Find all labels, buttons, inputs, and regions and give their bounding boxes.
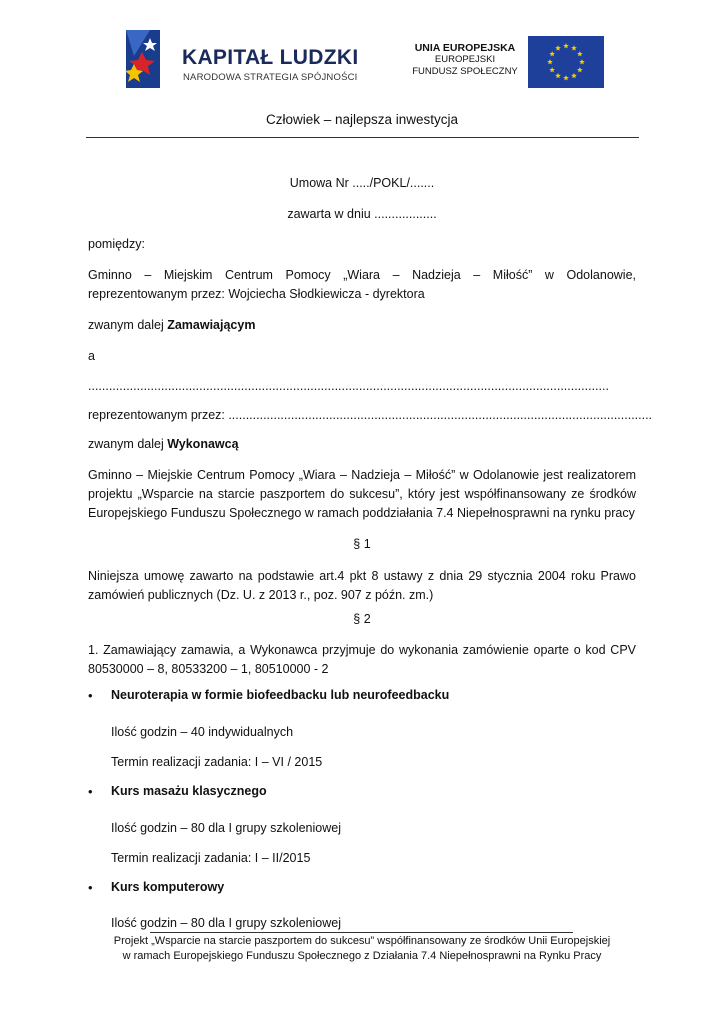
- and-label: a: [88, 349, 95, 363]
- item-term: Termin realizacji zadania: I – VI / 2015: [111, 755, 323, 769]
- bullet-icon: •: [88, 784, 93, 799]
- contract-date: zawarta w dniu ..................: [287, 207, 437, 221]
- party-one-paragraph: Gminno – Miejskim Centrum Pomocy „Wiara – Nadzieja – Miłość” w Odolanowie, reprezentowanym przez: Wojciecha Słodkiewicza - dyrektora: [88, 268, 636, 301]
- item-hours: Ilość godzin – 40 indywidualnych: [111, 725, 294, 739]
- contract-number: Umowa Nr ...../POKL/.......: [289, 176, 435, 190]
- orderer-line: [88, 318, 255, 332]
- eu-social-fund-label: FUNDUSZ SPOŁECZNY: [412, 66, 518, 77]
- section-1-paragraph: Niniejsza umowę zawarto na podstawie art.4 pkt 8 ustawy z dnia 29 stycznia 2004 roku Prawo zamówień publicznych (Dz. U. z 2013 r., poz. 907 z późn. zm.): [88, 569, 636, 602]
- kapital-ludzki-logo: [120, 26, 365, 96]
- kapital-ludzki-emblem-icon: [120, 26, 168, 92]
- eu-flag-icon: [528, 36, 604, 88]
- called-prefix: zwanym dalej: [88, 318, 168, 332]
- motto: Człowiek – najlepsza inwestycja: [265, 112, 459, 127]
- contractor-name-blank: ......................................................................................................................................................: [88, 379, 609, 393]
- item-hours: Ilość godzin – 80 dla I grupy szkoleniowej: [111, 916, 341, 930]
- footer-line-1: Projekt „Wsparcie na starcie paszportem do sukcesu” współfinansowany ze środków Unii Europejskiej: [113, 935, 611, 947]
- footer-line-2: w ramach Europejskiego Funduszu Społecznego z Działania 7.4 Niepełnosprawni na Rynku Pracy: [122, 950, 602, 962]
- eu-efs-logo: [410, 36, 606, 88]
- item-title: Kurs masażu klasycznego: [111, 784, 267, 798]
- item-title: Neuroterapia w formie biofeedbacku lub neurofeedbacku: [111, 688, 450, 702]
- kapital-ludzki-subtitle: NARODOWA STRATEGIA SPÓJNOŚCI: [183, 72, 358, 83]
- footer-divider: [150, 932, 573, 933]
- eu-european-label: EUROPEJSKI: [434, 54, 496, 65]
- orderer-term: Zamawiającym: [167, 318, 256, 332]
- section-1-heading: § 1: [353, 537, 371, 551]
- section-2-paragraph: 1. Zamawiający zamawia, a Wykonawca przyjmuje do wykonania zamówienie oparte o kod CPV 80530000 – 8, 80533200 – 1, 80510000 - 2: [88, 643, 636, 676]
- bullet-icon: •: [88, 688, 93, 703]
- contractor-line: [88, 437, 239, 451]
- bullet-icon: •: [88, 880, 93, 895]
- project-paragraph: Gminno – Miejskie Centrum Pomocy „Wiara – Nadzieja – Miłość” w Odolanowie jest realizatorem projektu „Wsparcie na starcie paszportem do sukcesu”, który jest współfinansowany ze środków Europejskiego Funduszu Społecznego w ramach poddziałania 7.4 Niepełnosprawni na rynku pracy: [88, 468, 636, 520]
- section-2-heading: § 2: [353, 612, 371, 626]
- item-term: Termin realizacji zadania: I – II/2015: [111, 851, 311, 865]
- kapital-ludzki-title: KAPITAŁ LUDZKI: [182, 46, 359, 69]
- item-hours: Ilość godzin – 80 dla I grupy szkoleniowej: [111, 821, 341, 835]
- eu-text-block: [410, 42, 520, 78]
- item-title: Kurs komputerowy: [111, 880, 225, 894]
- represented-by-blank: reprezentowanym przez: ..........................................................................................................................: [88, 408, 653, 422]
- contractor-term: Wykonawcą: [167, 437, 239, 451]
- eu-union-label: UNIA EUROPEJSKA: [414, 42, 516, 54]
- footer: [0, 934, 724, 964]
- called-prefix-2: zwanym dalej: [88, 437, 168, 451]
- header-divider: [86, 137, 639, 138]
- between-label: pomiędzy:: [88, 237, 145, 251]
